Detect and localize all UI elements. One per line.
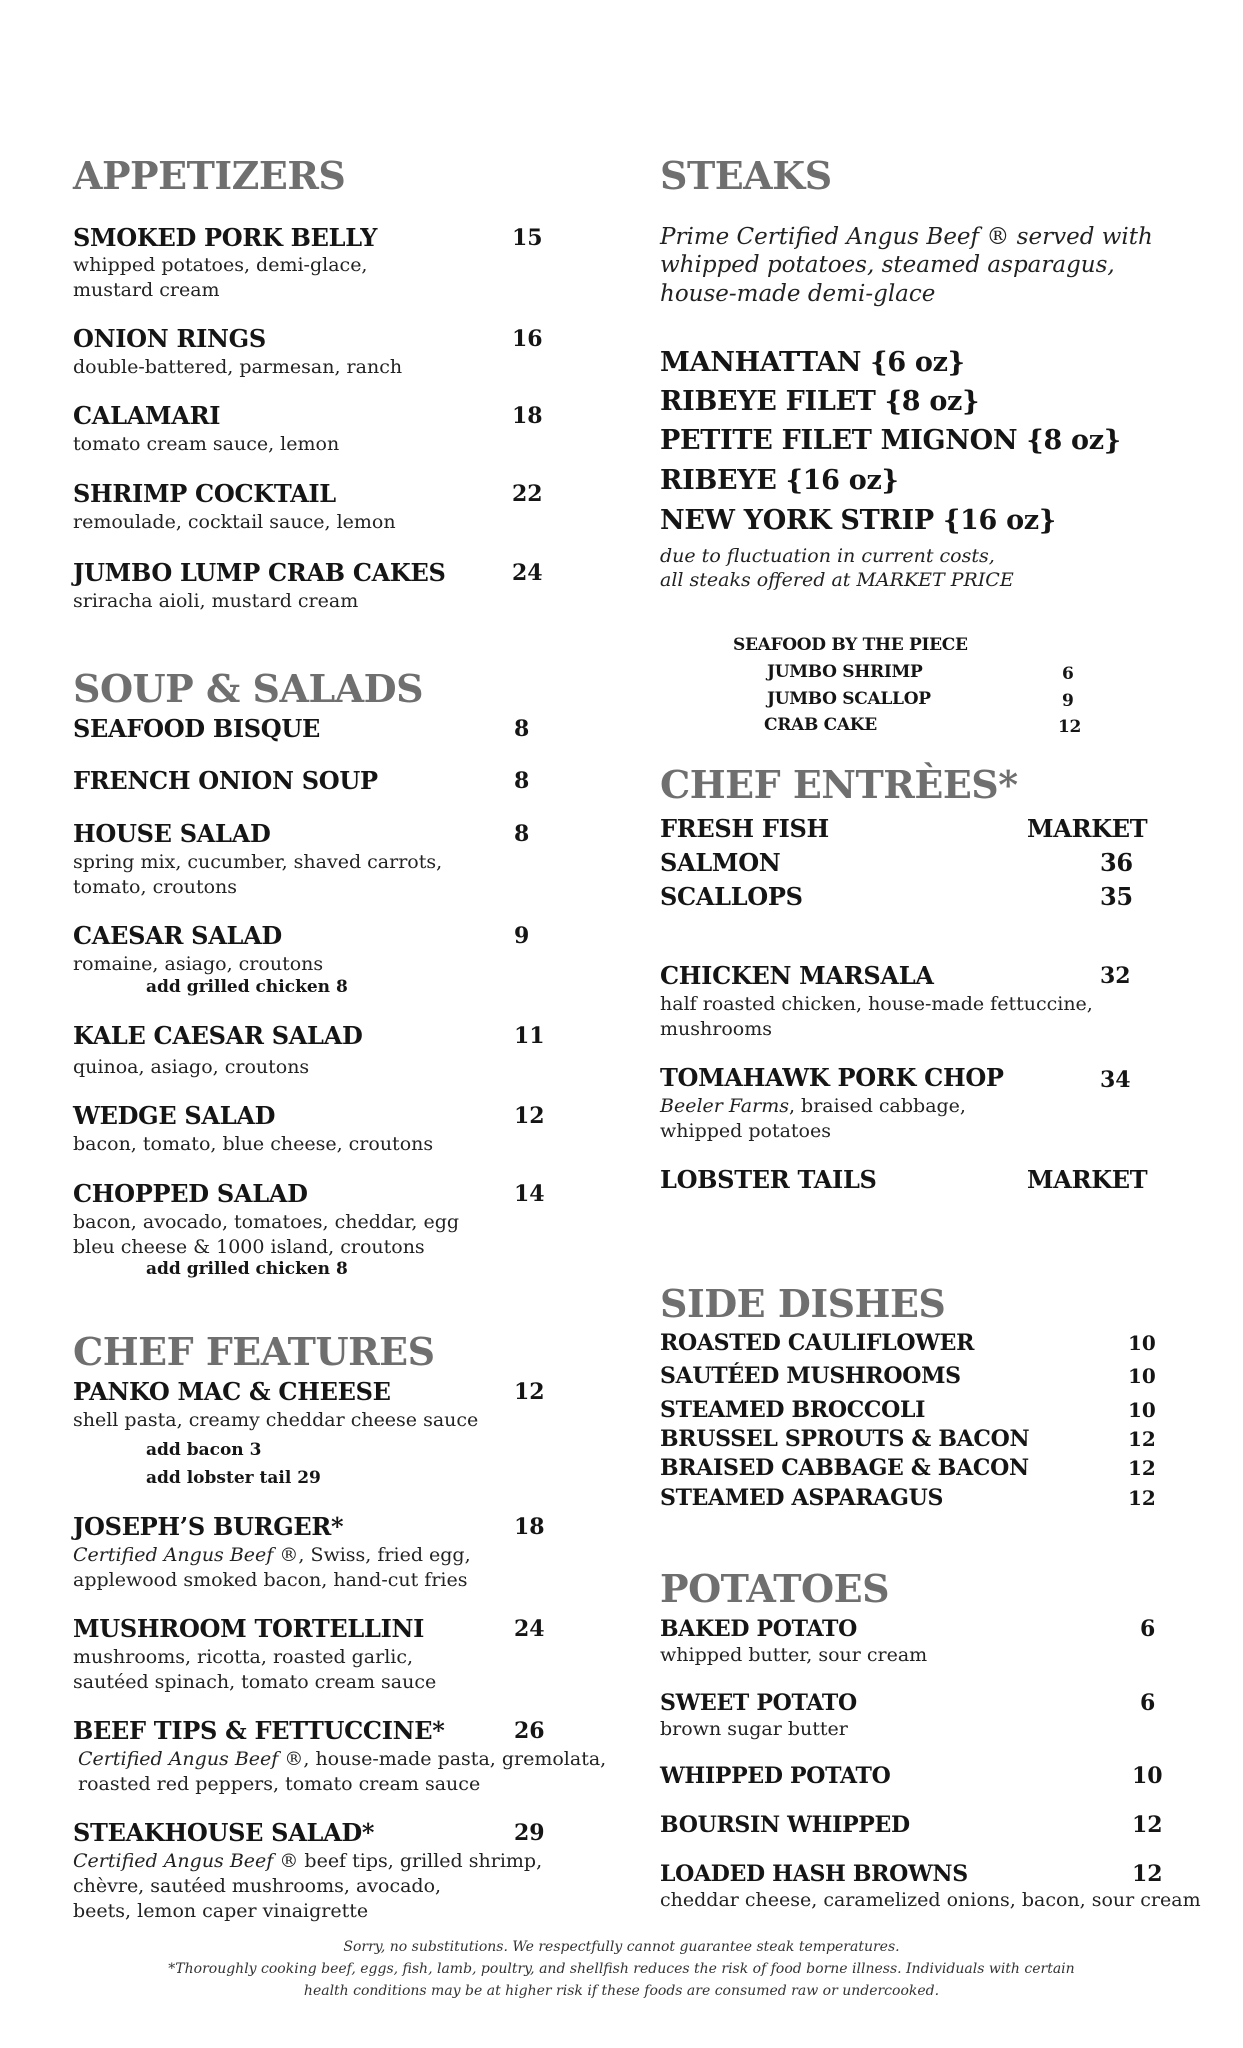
item-price: 24 — [514, 1616, 545, 1642]
steak-item: RIBEYE {16 oz} — [660, 465, 899, 496]
item-description: sriracha aioli, mustard cream — [73, 590, 359, 612]
item-name: SALMON — [660, 848, 781, 877]
market-price-note: all steaks offered at MARKET PRICE — [660, 569, 1014, 591]
item-description — [73, 1849, 542, 1874]
item-name: KALE CAESAR SALAD — [73, 1021, 363, 1050]
steak-item: NEW YORK STRIP {16 oz} — [660, 505, 1056, 536]
item-price: 12 — [514, 1379, 545, 1405]
item-description: whipped butter, sour cream — [660, 1644, 928, 1666]
item-description: chèvre, sautéed mushrooms, avocado, — [73, 1875, 442, 1897]
item-price: 15 — [512, 225, 543, 251]
subsection-title: SEAFOOD BY THE PIECE — [733, 635, 968, 655]
item-name: CHICKEN MARSALA — [660, 961, 934, 990]
item-description: whipped potatoes, demi-glace, — [73, 254, 368, 276]
item-price: 11 — [514, 1023, 545, 1049]
item-name: JUMBO LUMP CRAB CAKES — [73, 558, 446, 587]
section-title: SOUP & SALADS — [73, 666, 424, 711]
item-price: 10 — [1128, 1331, 1156, 1355]
footer-line: health conditions may be at higher risk if these foods are consumed raw or undercooked. — [303, 1983, 940, 1999]
item-description — [660, 1094, 966, 1119]
add-on-option: add lobster tail 29 — [146, 1468, 321, 1488]
item-price: 8 — [514, 821, 530, 847]
item-price: 12 — [1128, 1427, 1156, 1451]
steaks-intro: house-made demi-glace — [660, 281, 936, 307]
item-description: romaine, asiago, croutons — [73, 953, 324, 975]
item-price: 18 — [514, 1514, 545, 1540]
steaks-intro: whipped potatoes, steamed asparagus, — [660, 252, 1115, 278]
item-price: 10 — [1128, 1398, 1156, 1422]
item-name: WEDGE SALAD — [73, 1101, 276, 1130]
item-description: tomato cream sauce, lemon — [73, 433, 340, 455]
item-name: SCALLOPS — [660, 882, 803, 911]
item-description: roasted red peppers, tomato cream sauce — [78, 1773, 481, 1795]
item-name: CRAB CAKE — [764, 715, 877, 735]
item-price: 29 — [514, 1820, 545, 1846]
item-name: JOSEPH’S BURGER* — [73, 1512, 344, 1541]
item-name: BAKED POTATO — [660, 1616, 857, 1642]
item-name: LOBSTER TAILS — [660, 1165, 877, 1194]
item-price: 8 — [514, 768, 530, 794]
item-name: FRENCH ONION SOUP — [73, 766, 378, 795]
item-name: CAESAR SALAD — [73, 921, 282, 950]
item-description: quinoa, asiago, croutons — [73, 1056, 310, 1078]
item-name: LOADED HASH BROWNS — [660, 1861, 968, 1887]
item-price: 10 — [1128, 1364, 1156, 1388]
item-price: 10 — [1132, 1763, 1163, 1789]
item-description: half roasted chicken, house-made fettuccine, — [660, 993, 1093, 1015]
item-name: CHOPPED SALAD — [73, 1179, 308, 1208]
item-name: PANKO MAC & CHEESE — [73, 1377, 391, 1406]
item-description: bleu cheese & 1000 island, croutons — [73, 1236, 425, 1258]
market-price-note: due to fluctuation in current costs, — [660, 545, 995, 567]
item-name: SEAFOOD BISQUE — [73, 714, 321, 743]
item-name: MUSHROOM TORTELLINI — [73, 1614, 425, 1643]
item-name: SWEET POTATO — [660, 1690, 857, 1716]
item-name: SHRIMP COCKTAIL — [73, 479, 336, 508]
item-price: 18 — [512, 403, 543, 429]
description-text: , braised cabbage, — [788, 1095, 966, 1117]
item-description: mushrooms, ricotta, roasted garlic, — [73, 1646, 414, 1668]
item-price: 36 — [1100, 848, 1133, 877]
item-name: BRUSSEL SPROUTS & BACON — [660, 1426, 1030, 1452]
item-description: mushrooms — [660, 1018, 772, 1040]
add-on-option: add bacon 3 — [146, 1440, 262, 1460]
item-price: 12 — [1132, 1861, 1163, 1887]
item-description: bacon, avocado, tomatoes, cheddar, egg — [73, 1211, 460, 1233]
item-description: brown sugar butter — [660, 1718, 848, 1740]
item-name: STEAMED BROCCOLI — [660, 1397, 926, 1423]
item-price: 6 — [1140, 1616, 1156, 1642]
brand-name: Certified Angus Beef — [73, 1850, 274, 1872]
item-description: beets, lemon caper vinaigrette — [73, 1900, 369, 1922]
add-on-option: add grilled chicken 8 — [146, 977, 348, 997]
section-title: CHEF FEATURES — [73, 1329, 435, 1374]
steak-item: RIBEYE FILET {8 oz} — [660, 386, 980, 417]
item-description: cheddar cheese, caramelized onions, bacon, sour cream — [660, 1889, 1201, 1911]
item-name: ROASTED CAULIFLOWER — [660, 1330, 975, 1356]
steak-item: MANHATTAN {6 oz} — [660, 347, 965, 378]
item-description: spring mix, cucumber, shaved carrots, — [73, 851, 443, 873]
item-name: CALAMARI — [73, 401, 221, 430]
description-text: ®, Swiss, fried egg, — [273, 1544, 471, 1566]
item-name: SMOKED PORK BELLY — [73, 223, 378, 252]
section-title: APPETIZERS — [73, 153, 346, 198]
brand-name: Certified Angus Beef — [73, 1544, 274, 1566]
footer-line: *Thoroughly cooking beef, eggs, fish, lamb, poultry, and shellfish reduces the risk of food borne illness. Individuals with certain — [168, 1961, 1075, 1977]
item-name: HOUSE SALAD — [73, 819, 271, 848]
add-on-option: add grilled chicken 8 — [146, 1259, 348, 1279]
item-name: JUMBO SCALLOP — [767, 689, 931, 709]
item-price: 34 — [1100, 1067, 1131, 1093]
item-description: tomato, croutons — [73, 876, 238, 898]
item-description: whipped potatoes — [660, 1120, 831, 1142]
item-name: STEAMED ASPARAGUS — [660, 1485, 944, 1511]
item-price: 6 — [1140, 1690, 1156, 1716]
item-price: 9 — [514, 923, 530, 949]
farm-name: Beeler Farms — [660, 1095, 789, 1117]
item-description: shell pasta, creamy cheddar cheese sauce — [73, 1409, 479, 1431]
section-title: STEAKS — [660, 153, 832, 198]
item-price: 14 — [514, 1181, 545, 1207]
item-price: 22 — [512, 481, 543, 507]
item-price: 32 — [1100, 963, 1131, 989]
item-price: 9 — [1062, 691, 1074, 711]
steak-item: PETITE FILET MIGNON {8 oz} — [660, 425, 1121, 456]
item-price: 8 — [514, 716, 530, 742]
item-name: STEAKHOUSE SALAD* — [73, 1818, 375, 1847]
item-name: BOURSIN WHIPPED — [660, 1812, 910, 1838]
description-text: ®, house-made pasta, gremolata, — [278, 1748, 607, 1770]
item-name: SAUTÉED MUSHROOMS — [660, 1363, 961, 1389]
item-price: MARKET — [1027, 814, 1148, 843]
item-description — [78, 1747, 606, 1772]
section-title: POTATOES — [660, 1566, 890, 1611]
item-price: 12 — [1058, 717, 1082, 737]
item-price: 24 — [512, 560, 543, 586]
item-price: 26 — [514, 1718, 545, 1744]
section-title: SIDE DISHES — [660, 1281, 946, 1326]
footer-line: Sorry, no substitutions. We respectfully cannot guarantee steak temperatures. — [343, 1939, 900, 1955]
item-price: 12 — [514, 1103, 545, 1129]
section-title: CHEF ENTRÈES* — [660, 762, 1018, 807]
item-name: TOMAHAWK PORK CHOP — [660, 1063, 1004, 1092]
item-name: BEEF TIPS & FETTUCCINE* — [73, 1716, 445, 1745]
item-price: 6 — [1062, 664, 1074, 684]
item-price: 12 — [1128, 1456, 1156, 1480]
description-text: ® beef tips, grilled shrimp, — [273, 1850, 543, 1872]
item-name: ONION RINGS — [73, 324, 266, 353]
item-description: mustard cream — [73, 279, 220, 301]
item-description: sautéed spinach, tomato cream sauce — [73, 1671, 437, 1693]
item-name: WHIPPED POTATO — [660, 1763, 891, 1789]
item-name: BRAISED CABBAGE & BACON — [660, 1455, 1029, 1481]
item-description: remoulade, cocktail sauce, lemon — [73, 511, 396, 533]
item-price: 35 — [1100, 882, 1133, 911]
steaks-intro: Prime Certified Angus Beef ® served with — [660, 224, 1153, 250]
item-price: MARKET — [1027, 1165, 1148, 1194]
item-price: 12 — [1128, 1486, 1156, 1510]
item-description: bacon, tomato, blue cheese, croutons — [73, 1133, 434, 1155]
item-description: applewood smoked bacon, hand-cut fries — [73, 1569, 468, 1591]
item-description — [73, 1543, 471, 1568]
item-price: 16 — [512, 326, 543, 352]
item-name: FRESH FISH — [660, 814, 829, 843]
item-name: JUMBO SHRIMP — [767, 662, 923, 682]
item-price: 12 — [1132, 1812, 1163, 1838]
item-description: double-battered, parmesan, ranch — [73, 356, 403, 378]
brand-name: Certified Angus Beef — [78, 1748, 279, 1770]
